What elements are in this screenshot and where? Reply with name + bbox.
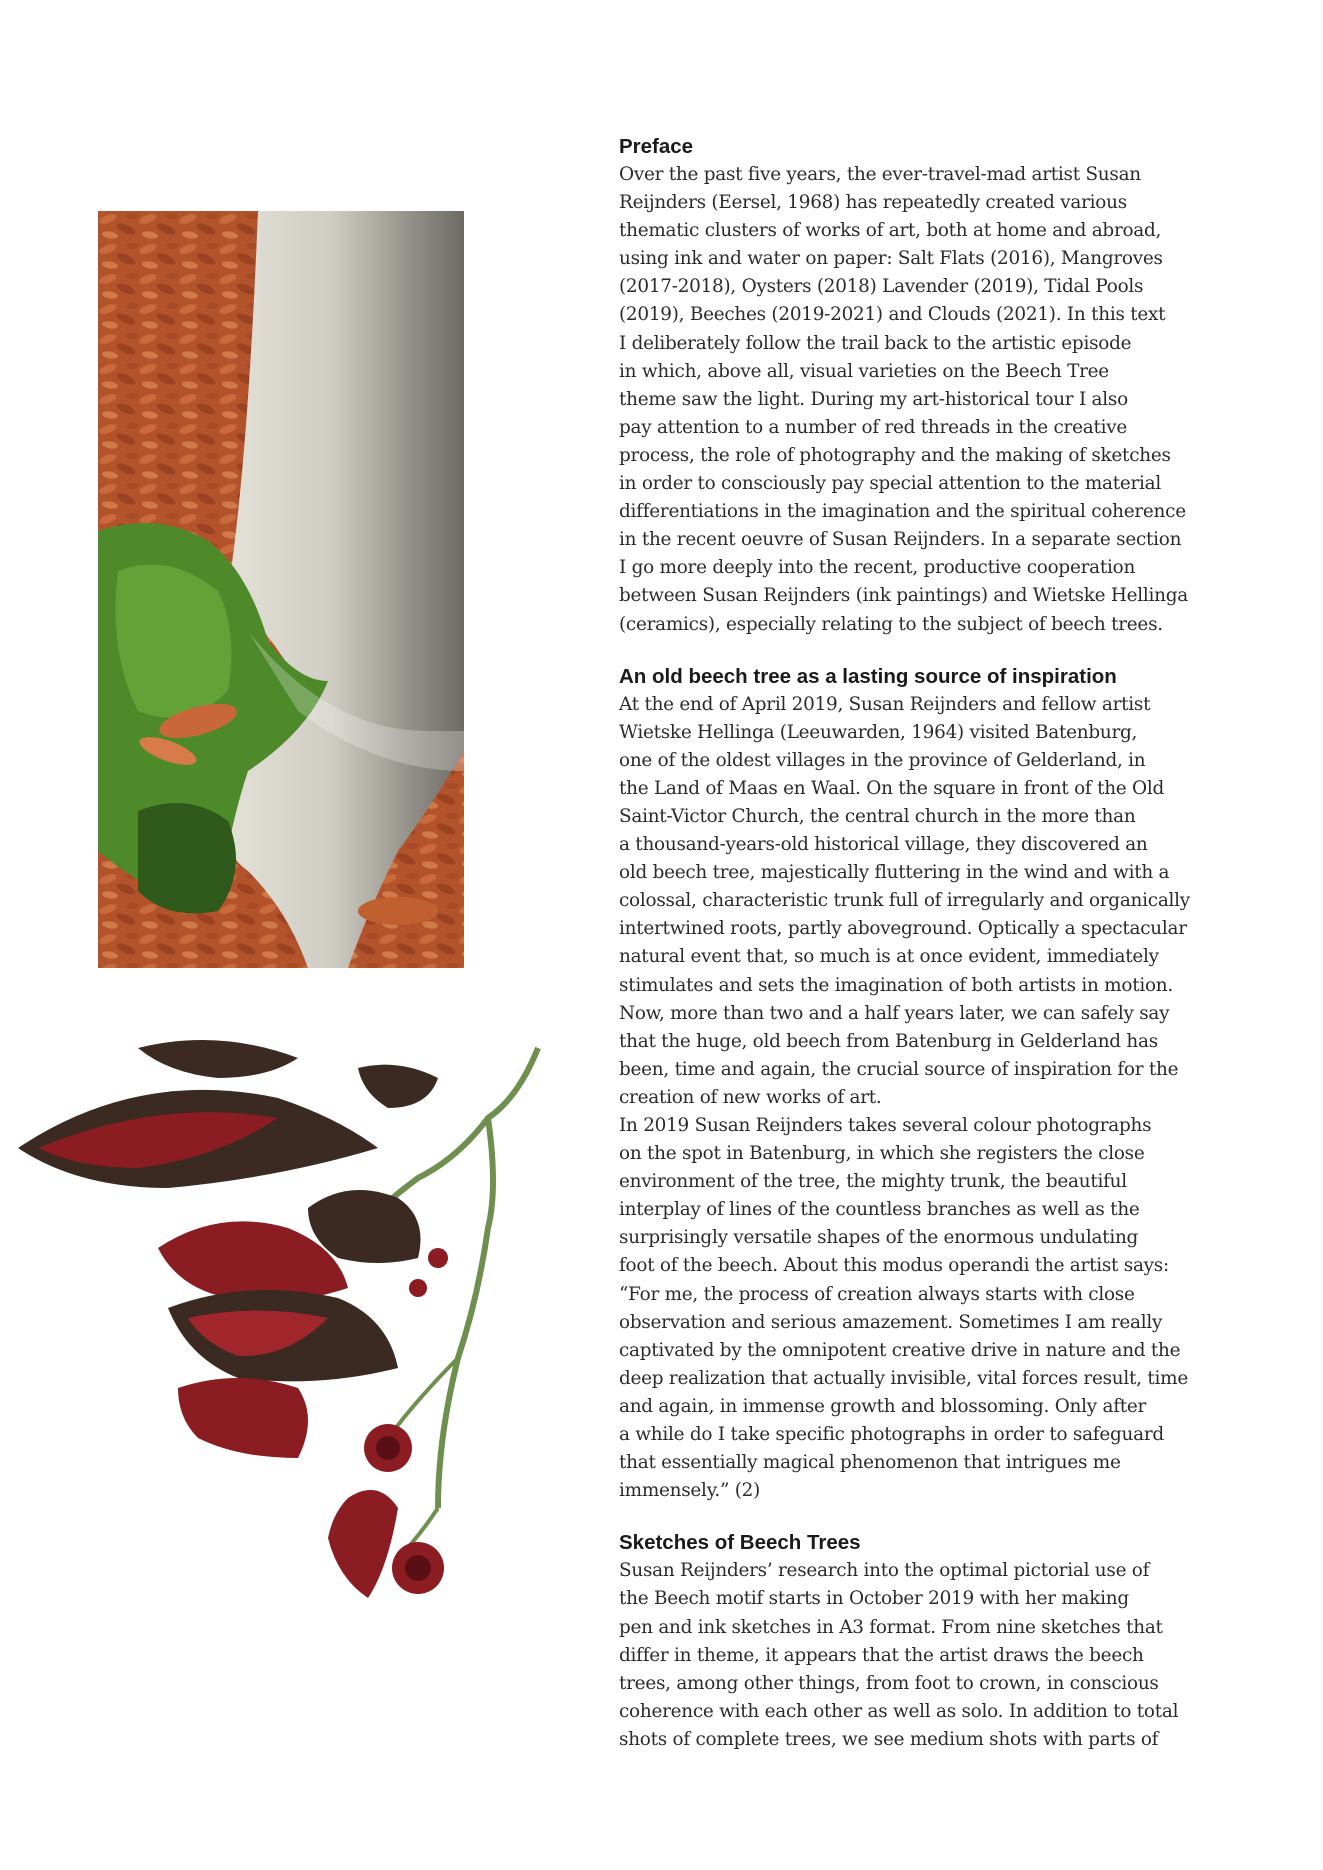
- text-line: the Beech motif starts in October 2019 with her making: [619, 1588, 1129, 1610]
- text-line: the Land of Maas en Waal. On the square in front of the Old: [619, 777, 1165, 799]
- old-beech-body: [619, 691, 1319, 1506]
- text-line: observation and serious amazement. Sometimes I am really: [619, 1311, 1163, 1333]
- text-line: Saint-Victor Church, the central church in the more than: [619, 805, 1136, 827]
- text-line: trees, among other things, from foot to crown, in conscious: [619, 1672, 1159, 1694]
- text-line: a thousand-years-old historical village, they discovered an: [619, 834, 1148, 856]
- text-line: in order to consciously pay special attention to the material: [619, 473, 1162, 495]
- text-line: (2019), Beeches (2019-2021) and Clouds (2021). In this text: [619, 304, 1166, 326]
- text-line: environment of the tree, the mighty trunk, the beautiful: [619, 1171, 1127, 1193]
- preface-body: [619, 161, 1319, 639]
- text-line: been, time and again, the crucial source of inspiration for the: [619, 1058, 1179, 1080]
- text-line: in which, above all, visual varieties on the Beech Tree: [619, 360, 1109, 382]
- text-line: I go more deeply into the recent, productive cooperation: [619, 557, 1136, 579]
- text-line: on the spot in Batenburg, in which she registers the close: [619, 1143, 1145, 1165]
- text-line: (ceramics), especially relating to the subject of beech trees.: [619, 613, 1163, 635]
- sketches-section: [619, 1529, 1319, 1754]
- text-line: surprisingly versatile shapes of the enormous undulating: [619, 1227, 1139, 1249]
- beech-branch-ink-drawing: [18, 1038, 600, 1633]
- text-line: Susan Reijnders’ research into the optimal pictorial use of: [619, 1560, 1150, 1582]
- sketches-body: [619, 1557, 1319, 1754]
- text-line: creation of new works of art.: [619, 1086, 882, 1108]
- text-line: using ink and water on paper: Salt Flats (2016), Mangroves: [619, 248, 1163, 270]
- old-beech-section: [619, 663, 1319, 1506]
- text-line: between Susan Reijnders (ink paintings) and Wietske Hellinga: [619, 585, 1188, 607]
- text-line: intertwined roots, partly aboveground. Optically a spectacular: [619, 918, 1187, 940]
- text-line: differ in theme, it appears that the artist draws the beech: [619, 1644, 1144, 1666]
- text-line: captivated by the omnipotent creative drive in nature and the: [619, 1339, 1181, 1361]
- text-line: stimulates and sets the imagination of both artists in motion.: [619, 974, 1173, 996]
- text-line: process, the role of photography and the making of sketches: [619, 444, 1171, 466]
- beech-tree-photo: [98, 211, 464, 968]
- text-line: shots of complete trees, we see medium shots with parts of: [619, 1728, 1159, 1750]
- text-line: foot of the beech. About this modus operandi the artist says:: [619, 1255, 1169, 1277]
- text-line: “For me, the process of creation always starts with close: [619, 1283, 1135, 1305]
- text-line: differentiations in the imagination and the spiritual coherence: [619, 501, 1186, 523]
- text-line: natural event that, so much is at once evident, immediately: [619, 946, 1159, 968]
- text-line: pen and ink sketches in A3 format. From nine sketches that: [619, 1616, 1163, 1638]
- beech-trunk-illustration: [98, 211, 464, 968]
- article-text-column: [619, 133, 1319, 1778]
- sketches-heading: Sketches of Beech Trees: [619, 1531, 861, 1555]
- text-line: Reijnders (Eersel, 1968) has repeatedly created various: [619, 192, 1127, 214]
- text-line: and again, in immense growth and blossoming. Only after: [619, 1395, 1147, 1417]
- text-line: Now, more than two and a half years later, we can safely say: [619, 1002, 1170, 1024]
- text-line: old beech tree, majestically fluttering in the wind and with a: [619, 862, 1170, 884]
- text-line: interplay of lines of the countless branches as well as the: [619, 1199, 1140, 1221]
- text-line: in the recent oeuvre of Susan Reijnders. In a separate section: [619, 529, 1182, 551]
- text-line: a while do I take specific photographs in order to safeguard: [619, 1424, 1164, 1446]
- text-line: Wietske Hellinga (Leeuwarden, 1964) visited Batenburg,: [619, 721, 1138, 743]
- preface-section: [619, 133, 1319, 639]
- text-line: deep realization that actually invisible, vital forces result, time: [619, 1367, 1188, 1389]
- text-line: that essentially magical phenomenon that intrigues me: [619, 1452, 1121, 1474]
- beech-branch-illustration: [18, 1038, 600, 1633]
- old-beech-heading: An old beech tree as a lasting source of inspiration: [619, 664, 1117, 688]
- text-line: immensely.” (2): [619, 1480, 761, 1502]
- text-line: Over the past five years, the ever-travel-mad artist Susan: [619, 164, 1141, 185]
- text-line: (2017-2018), Oysters (2018) Lavender (2019), Tidal Pools: [619, 276, 1144, 298]
- text-line: one of the oldest villages in the province of Gelderland, in: [619, 749, 1146, 771]
- text-line: coherence with each other as well as solo. In addition to total: [619, 1700, 1179, 1722]
- text-line: colossal, characteristic trunk full of irregularly and organically: [619, 890, 1190, 912]
- text-line: In 2019 Susan Reijnders takes several colour photographs: [619, 1115, 1152, 1136]
- text-line: thematic clusters of works of art, both at home and abroad,: [619, 220, 1162, 242]
- text-line: pay attention to a number of red threads in the creative: [619, 416, 1127, 438]
- preface-heading: Preface: [619, 135, 694, 158]
- text-line: At the end of April 2019, Susan Reijnders and fellow artist: [619, 693, 1151, 715]
- text-line: I deliberately follow the trail back to the artistic episode: [619, 332, 1132, 354]
- text-line: theme saw the light. During my art-historical tour I also: [619, 388, 1128, 410]
- text-line: that the huge, old beech from Batenburg in Gelderland has: [619, 1030, 1158, 1052]
